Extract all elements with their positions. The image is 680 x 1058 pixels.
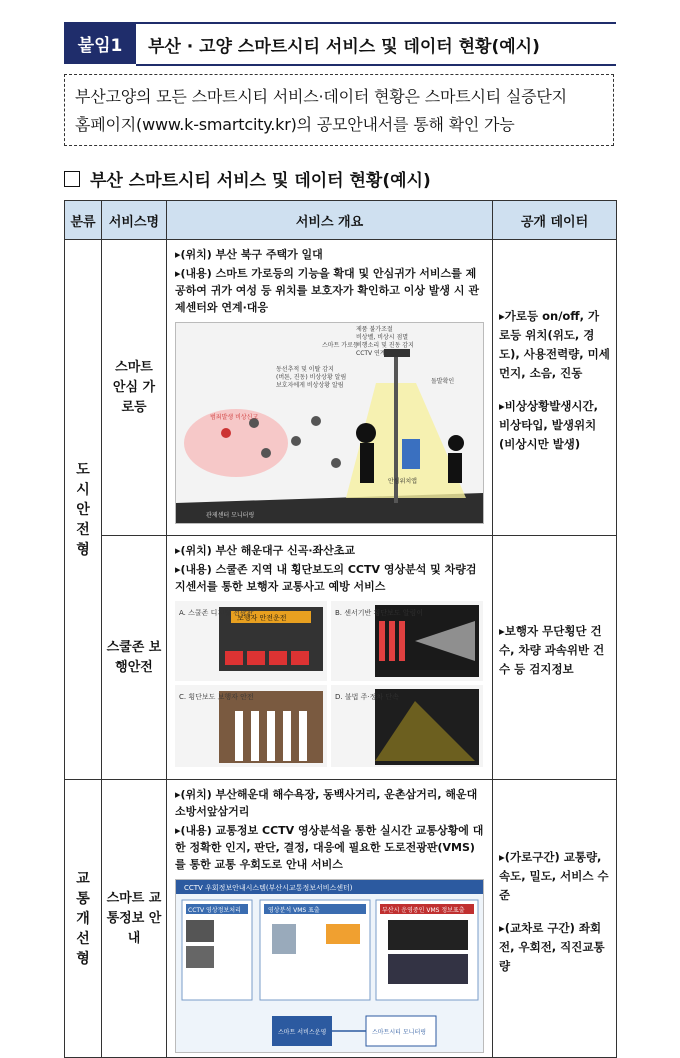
col-header-data: 공개 데이터 <box>493 201 617 240</box>
attachment-badge: 붙임1 <box>64 22 136 64</box>
label-lamp-7: 동선추적 및 이탈 감지 <box>276 366 334 373</box>
panel-c-label: C. 횡단보도 보행자 안전 <box>179 693 254 701</box>
open-data-cell <box>493 780 617 1058</box>
service-name-cell <box>102 780 167 1058</box>
overview-location: ▸(위치) 부산해운대 해수욕장, 동백사거리, 운촌삼거리, 해운대소방서앞삼거리 <box>175 788 478 818</box>
open-data-cell <box>493 240 617 536</box>
diagram-top-label: CCTV 우회정보안내시스템(부산시교통정보서비스센터) <box>184 884 353 892</box>
open-data-item: ▸보행자 무단횡단 건수, 차량 과속위반 건수 등 검지정보 <box>499 624 605 676</box>
box3-label: 부산시 운영중인 VMS 정보표출 <box>382 907 465 914</box>
service-name-cell <box>102 536 167 780</box>
label-lamp-5: 스마트 가로등 <box>322 342 359 349</box>
table-row <box>65 780 617 1058</box>
streetlight-illustration <box>175 322 484 524</box>
notice-line-1: 부산고양의 모든 스마트시티 서비스·데이터 현황은 스마트시티 실증단지 <box>75 87 567 106</box>
section-title: 부산 스마트시티 서비스 및 데이터 현황(예시) <box>90 171 431 191</box>
table-row <box>65 240 617 536</box>
label-lamp-10: 안심위치앱 <box>388 478 417 485</box>
box5-label: 스마트시티 모니터링 <box>372 1029 427 1036</box>
service-table <box>64 200 617 1058</box>
category-cell <box>65 780 102 1058</box>
panel-a-label: A. 스쿨존 디지털 전광판 <box>179 609 254 617</box>
checkbox-icon <box>64 171 80 187</box>
col-header-category: 분류 <box>65 201 102 240</box>
panel-d-label: D. 불법 주·정차 단속 <box>335 693 399 701</box>
schoolzone-illustration <box>175 601 484 767</box>
overview-cell <box>167 240 493 536</box>
category-label: 교통개선형 <box>76 870 90 967</box>
streetlight-svg <box>176 323 484 523</box>
overview-content: ▸(내용) 교통정보 CCTV 영상분석을 통한 실시간 교통상황에 대한 정확한 인지, 판단, 결정, 대응에 필요한 도로전광판(VMS)를 통한 교통 우회도로 안내 서비스 <box>175 824 484 871</box>
service-name-cell <box>102 240 167 536</box>
table-header-row <box>65 201 617 240</box>
label-lamp-8: (버튼, 진동) 비상상황 알림 <box>276 374 347 381</box>
box4-label: 스마트 서비스운영 <box>278 1029 327 1036</box>
service-name: 스쿨존 보행안전 <box>106 639 162 675</box>
doc-header <box>64 22 616 64</box>
service-name: 스마트 안심 가로등 <box>112 359 156 415</box>
open-data-item: ▸(가로구간) 교통량, 속도, 밀도, 서비스 수준 <box>499 849 609 902</box>
col-header-service: 서비스명 <box>102 201 167 240</box>
open-data-cell <box>493 536 617 780</box>
label-lamp-6: 돌발확인 <box>431 378 455 385</box>
label-lamp-9: 보호자에게 비상상황 알림 <box>276 382 344 389</box>
service-name: 스마트 교통정보 안내 <box>106 890 162 946</box>
sign-text: 보행자 안전운전 <box>237 614 287 622</box>
overview-content: ▸(내용) 스마트 가로등의 기능을 확대 및 안심귀가 서비스를 제공하여 귀가 여성 등 위치를 보호자가 확인하고 이상 발생 시 관제센터와 연계·대응 <box>175 267 479 314</box>
overview-location: ▸(위치) 부산 북구 주택가 일대 <box>175 248 323 261</box>
category-cell <box>65 240 102 780</box>
open-data-item: ▸(교차로 구간) 좌회전, 우회전, 직진교통량 <box>499 920 605 973</box>
overview-location: ▸(위치) 부산 해운대구 신곡·좌산초교 <box>175 544 356 557</box>
overview-content: ▸(내용) 스쿨존 지역 내 횡단보도의 CCTV 영상분석 및 차량검지센서를 통한 보행자 교통사고 예방 서비스 <box>175 563 477 593</box>
label-lamp-12: 범죄발생 비상신고 <box>210 414 259 421</box>
box2-label: 영상분석 VMS 표출 <box>268 907 320 914</box>
label-lamp-3: 비행소리 및 진동 감지 <box>356 342 414 349</box>
label-lamp-4: CCTV 연계 <box>356 350 386 357</box>
label-lamp-2: 비상벨, 비상시 점멸 <box>356 334 409 341</box>
col-header-overview: 서비스 개요 <box>167 201 493 240</box>
open-data-item: ▸비상상황발생시간, 비상타입, 발생위치 (비상시만 발생) <box>499 399 599 451</box>
label-lamp-11: 관제센터 모니터링 <box>206 512 255 519</box>
overview-cell <box>167 536 493 780</box>
open-data-item: ▸가로등 on/off, 가로등 위치(위도, 경도), 사용전력량, 미세먼지, 소음, 진동 <box>499 309 610 380</box>
traffic-illustration <box>175 879 484 1053</box>
overview-cell <box>167 780 493 1058</box>
panel-b-label: B. 센서기반 횡단보도 알림이 <box>335 609 424 617</box>
box1-label: CCTV 영상정보처리 <box>188 907 241 914</box>
doc-title: 부산 · 고양 스마트시티 서비스 및 데이터 현황(예시) <box>136 22 616 66</box>
notice-line-2: 홈페이지(www.k-smartcity.kr)의 공모안내서를 통해 확인 가능 <box>75 115 515 134</box>
section-heading <box>64 166 431 191</box>
traffic-svg <box>176 880 484 1052</box>
label-lamp-1: 제품 불가조절 <box>356 326 393 333</box>
schoolzone-svg <box>175 601 483 767</box>
table-row <box>65 536 617 780</box>
category-label: 도시안전형 <box>76 461 90 558</box>
notice-box <box>64 74 614 146</box>
